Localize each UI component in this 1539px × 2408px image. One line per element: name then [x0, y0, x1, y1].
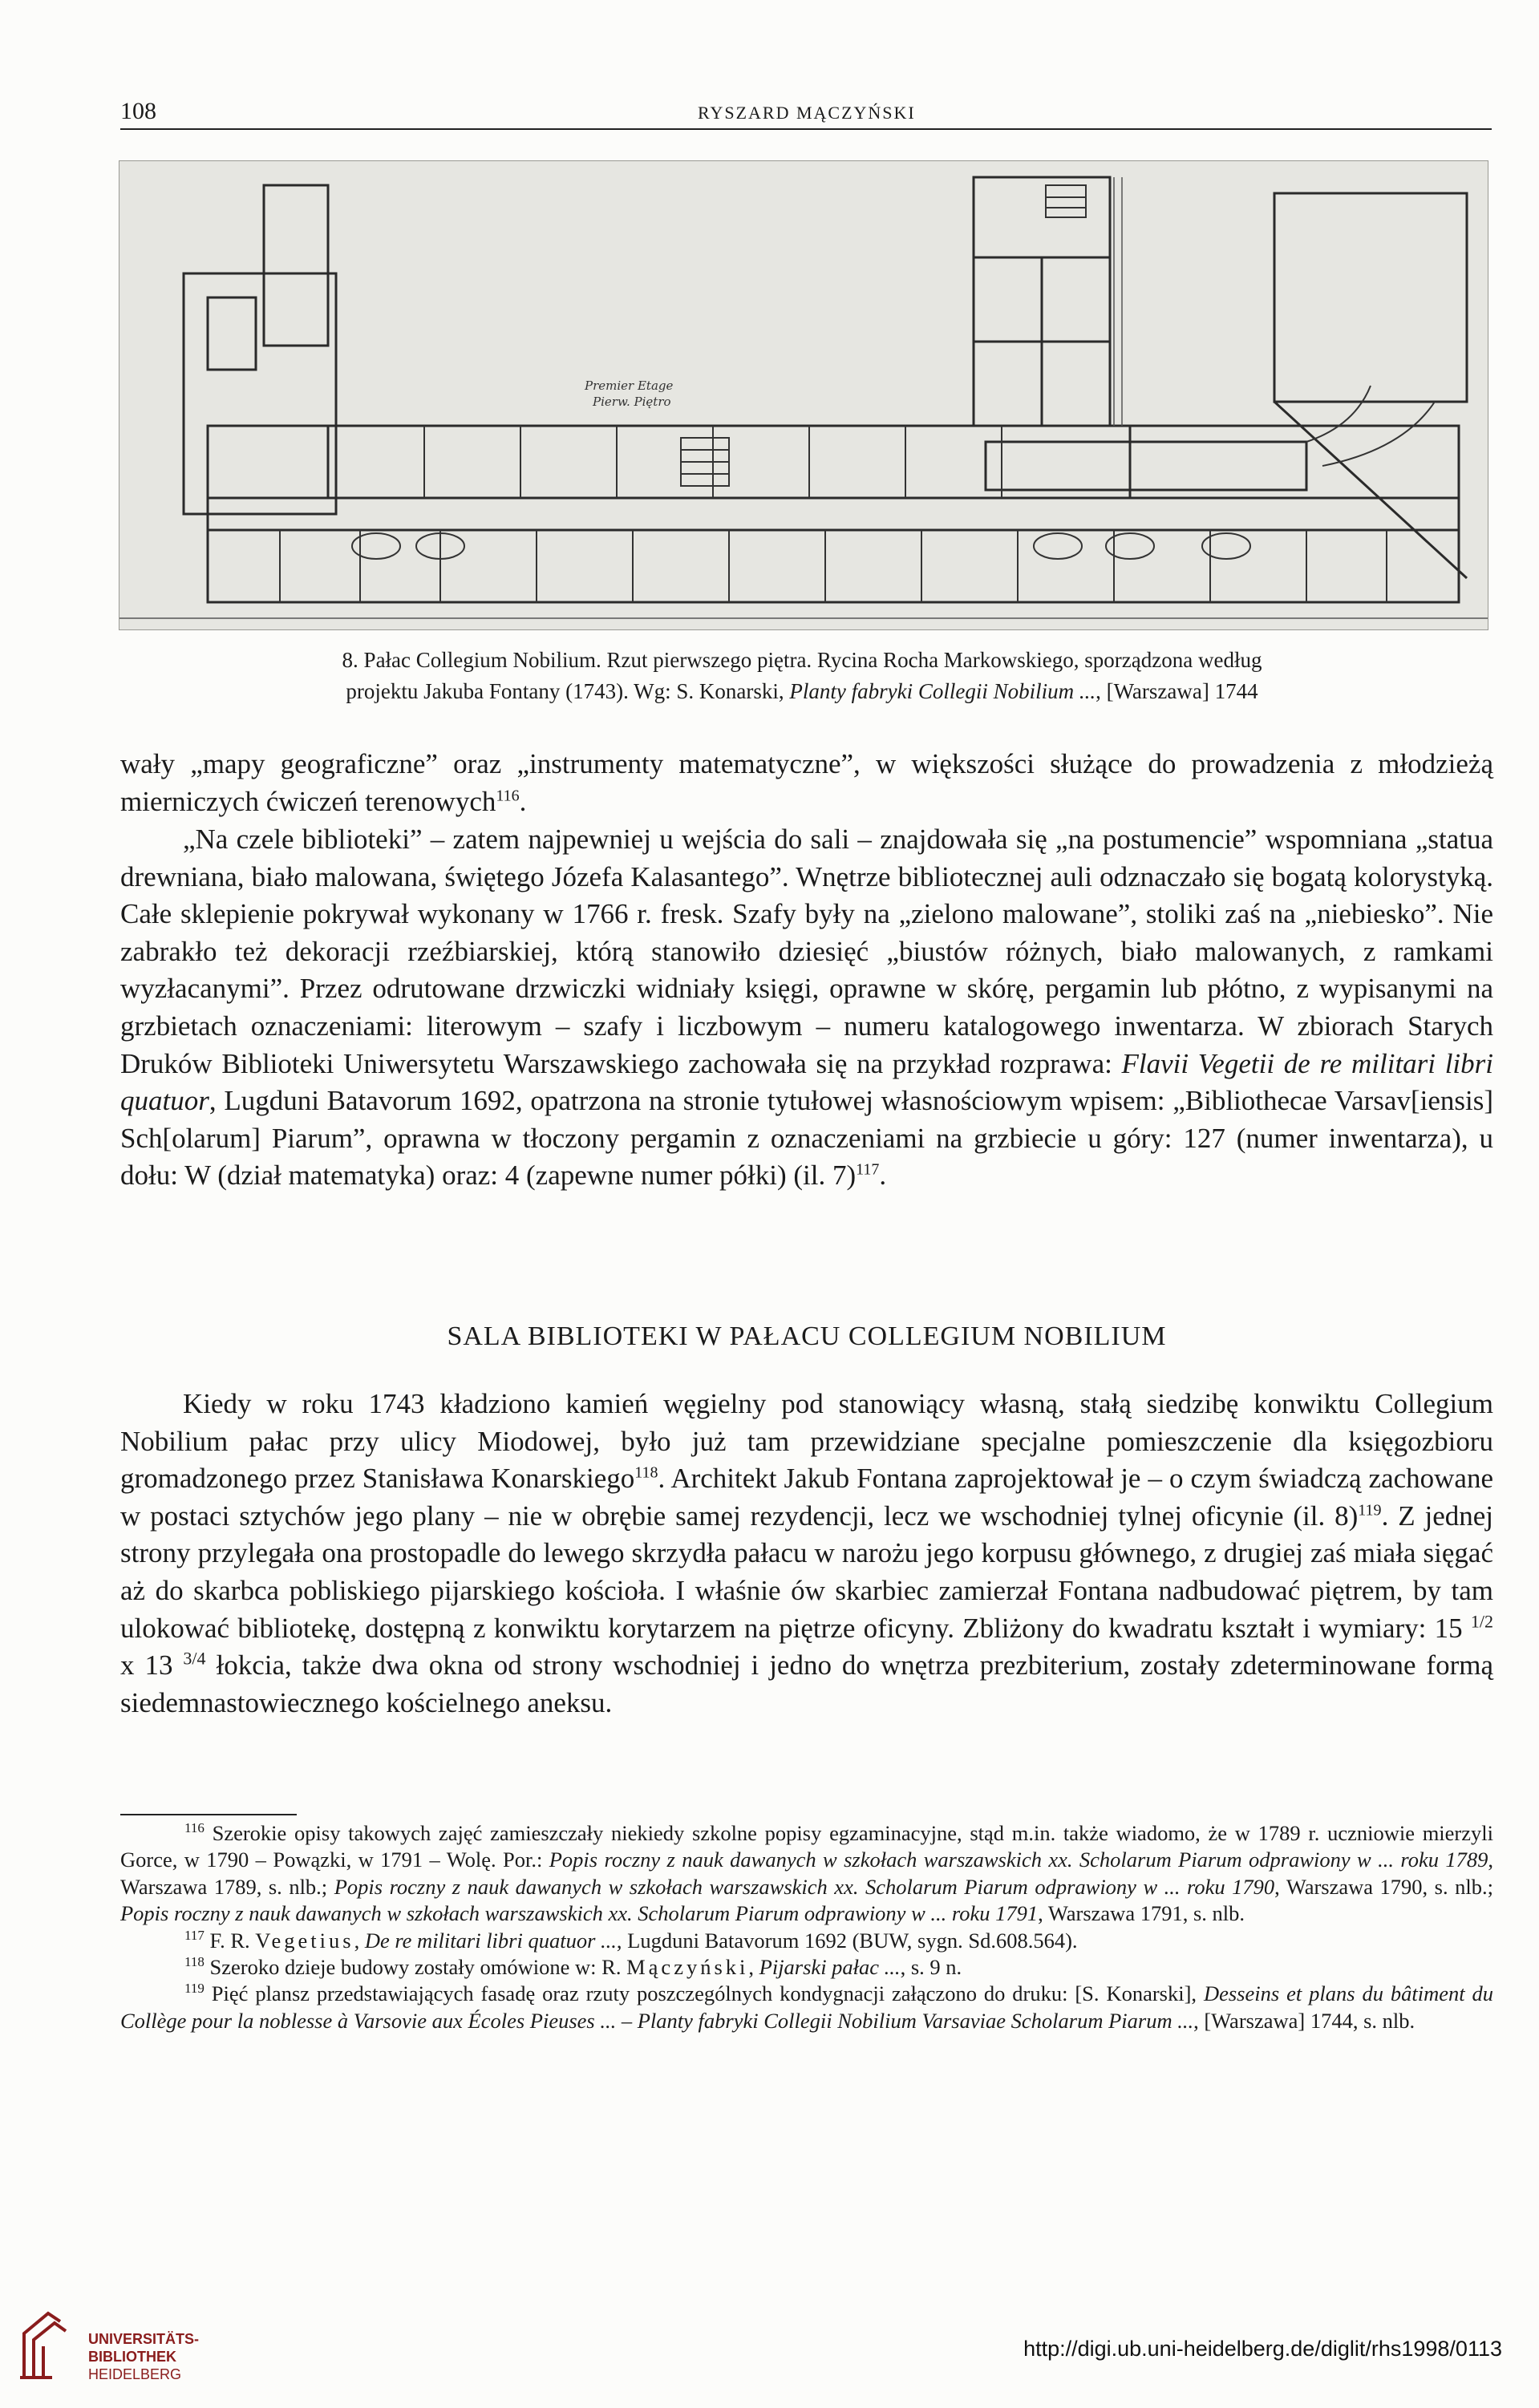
library-logo-icon — [16, 2309, 72, 2382]
floor-plan-illustration — [119, 160, 1488, 630]
footnote-117: $^{117}$ F. R. Vegetius, De re militari libri quatuor ..., Lugduni Batavorum 1692 (BUW, sygn. Sd.608.564). — [184, 1927, 1078, 1953]
footnote-ref-117[interactable]: 117 — [856, 1160, 880, 1179]
fraction-1: 1/2 — [1470, 1610, 1493, 1631]
footnote-116: $^{116}$ Szerokie opisy takowych zajęć zamieszczały niekiedy szkolne popisy egzaminacyjne, stąd m.in. także wiadomo, że w 1789 r. uczniowie mierzyli Gorce, w 1790 – Powązki, w 1791 – Wolę. Por.: Popis roczny z nauk dawanych w szkołach warszawskich xx. Scholarum Piarum odprawiony w ... roku 1789, Warszawa 1789, s. nlb.; Popis roczny z nauk dawanych w szkołach warszawskich xx. Scholarum Piarum odprawiony w ... roku 1790, Warszawa 1790, s. nlb.; Popis roczny z nauk dawanych w szkołach warszawskich xx. Scholarum Piarum odprawiony w ... roku 1791, Warszawa 1791, s. nlb. — [120, 1820, 1493, 1926]
footnote-ref-116[interactable]: 116 — [496, 786, 520, 804]
plan-annotation-1: Premier Etage — [585, 378, 674, 393]
fraction-2: 3/4 — [183, 1648, 206, 1669]
paragraph-3: Kiedy w roku 1743 kładziono kamień węgielny pod stanowiący własną, stałą siedzibę konwiktu Collegium Nobilium pałac przy ulicy Miodowej, było już tam przewidziane specjalne pomieszczenie dla księgozbioru gromadzonego przez Stanisława Konarskiego$^{118}$. Architekt Jakub Fontana zaprojektował je – o czym świadczą zachowane w postaci sztychów jego plany – nie w obrębie samej rezydencji, lecz we wschodniej tylnej oficynie (il. 8)$^{119}$. Z jednej strony przylegała ona prostopadle do lewego skrzydła pałacu w narożu jego korpusu głównego, z drugiej zaś miała sięgać aż do skarbca pobliskiego pijarskiego kościoła. I właśnie ów skarbiec zamierzał Fontana nadbudować piętrem, by tam ulokować bibliotekę, dostępną z konwiktu korytarzem na piętrze oficyny. Zbliżony do kwadratu kształt i wymiary: 15 $^{1/2}$ x 13 $^{3/4}$ łokcia, także dwa okna od strony wschodniej i jedno do wnętrza prezbiterium, zostały zdeterminowane formą siedemnastowiecznego kościelnego aneksu. — [120, 1388, 1494, 1718]
paragraph-1: wały „mapy geograficzne” oraz „instrumenty matematyczne”, w większości służące do prowadzenia z młodzieżą mierniczych ćwiczeń terenowych$^{116}$. — [120, 748, 1493, 817]
plan-annotation-2: Pierw. Piętro — [593, 395, 671, 409]
section-heading: SALA BIBLIOTEKI W PAŁACU COLLEGIUM NOBILIUM — [447, 1321, 1167, 1351]
footnote-ref-119[interactable]: 119 — [1358, 1501, 1382, 1520]
source-url-link[interactable]: http://digi.ub.uni-heidelberg.de/diglit/rhs1998/0113 — [1023, 2337, 1502, 2361]
footnote-rule — [120, 1814, 297, 1815]
page-header — [120, 95, 1492, 130]
footnote-ref-118[interactable]: 118 — [634, 1463, 658, 1482]
paragraph-2: „Na czele biblioteki” – zatem najpewniej u wejścia do sali – znajdowała się „na postumencie” wspomniana „statua drewniana, biało malowana, świętego Józefa Kalasantego”. Wnętrze bibliotecznej auli odznaczało się bogatą kolorystyką. Całe sklepienie pokrywał wykonany w 1766 r. fresk. Szafy były na „zielono malowane”, stoliki zaś na „niebiesko”. Nie zabrakło też dekoracji rzeźbiarskiej, którą stanowiło dziesięć „biustów różnych, biało malowanych, z ramkami wyzłacanymi”. Przez odrutowane drzwiczki widniały księgi, oprawne w skórę, pergamin lub płótno, z wypisanymi na grzbietach oznaczeniami: literowym – szafy i liczbowym – numeru katalogowego inwentarza. W zbiorach Starych Druków Biblioteki Uniwersytetu Warszawskiego zachowała się na przykład rozprawa: Flavii Vegetii de re militari libri quatuor, Lugduni Batavorum 1692, opatrzona na stronie tytułowej własnościowym wpisem: „Bibliothecae Varsav[iensis] Sch[olarum] Piarum”, oprawna w tłoczony pergamin z oznaczeniami na grzbiecie u góry: 127 (numer inwentarza), u dołu: W (dział matematyka) oraz: 4 (zapewne numer półki) (il. 7)$^{117}$. — [120, 824, 1493, 1192]
floor-plan-drawing — [119, 161, 1488, 629]
page-number: 108 — [120, 98, 156, 124]
figure-caption — [225, 645, 1379, 707]
page-footer — [0, 2309, 1539, 2408]
caption-line-1: 8. Pałac Collegium Nobilium. Rzut pierwszego piętra. Rycina Rocha Markowskiego, sporządzona według — [342, 648, 1262, 672]
caption-line-2: projektu Jakuba Fontany (1743). Wg: S. Konarski, Planty fabryki Collegii Nobilium ..., [Warszawa] 1744 — [346, 679, 1258, 703]
footnotes — [120, 1820, 1493, 2034]
library-name: UNIVERSITÄTS- BIBLIOTHEK HEIDELBERG — [88, 2331, 200, 2382]
footnote-119: $^{119}$ Pięć plansz przedstawiających fasadę oraz rzuty poszczególnych kondygnacji załączono do druku: [S. Konarski], Desseins et plans du bâtiment du Collège pour la noblesse à Varsovie aux Écoles Pieuses ... – Planty fabryki Collegii Nobilium Varsaviae Scholarum Piarum ..., [Warszawa] 1744, s. nlb. — [120, 1981, 1494, 2033]
header-rule — [120, 128, 1492, 130]
footnote-118: $^{118}$ Szeroko dzieje budowy zostały omówione w: R. Mączyński, Pijarski pałac ..., s. 9 n. — [184, 1954, 962, 1980]
running-head: RYSZARD MĄCZYŃSKI — [698, 103, 916, 123]
